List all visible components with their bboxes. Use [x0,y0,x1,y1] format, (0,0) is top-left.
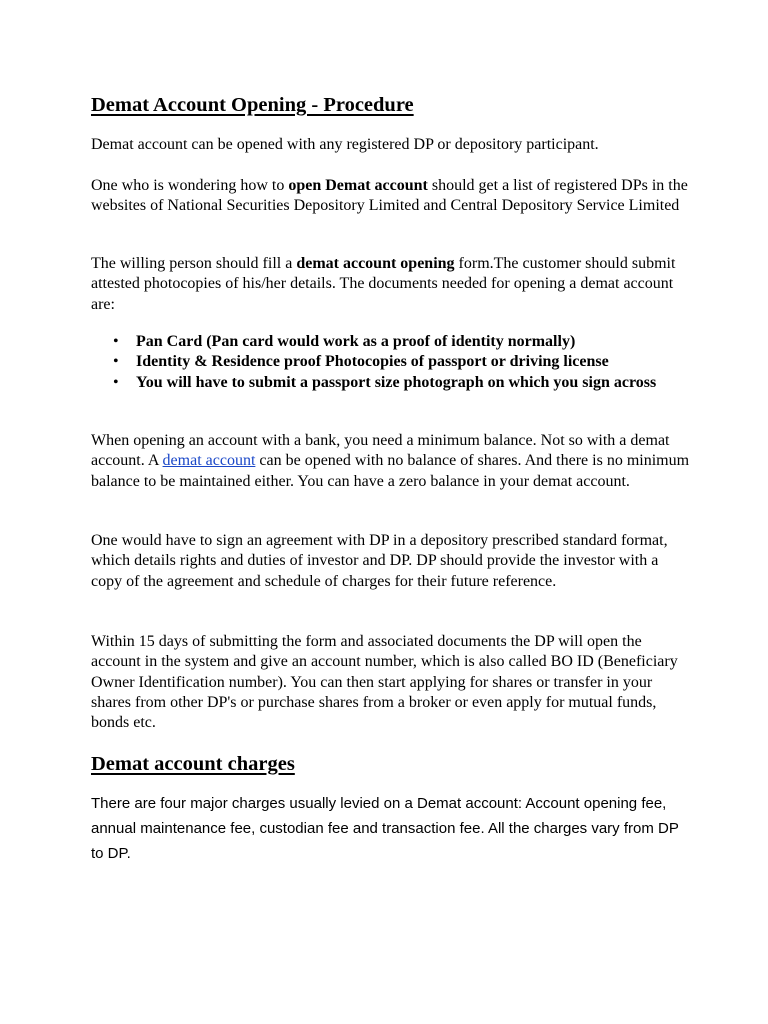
open-account-paragraph [91,176,691,217]
bullet-icon: • [113,353,119,371]
list-item-text: You will have to submit a passport size photograph on which you sign across [136,373,657,391]
open-account-text-after: should get a list of registered DPs in the websites of National Securities Depository Limited and Central Depository Service Limited [91,177,688,215]
form-text-after: form.The customer should submit attested photocopies of his/her details. The documents needed for opening a demat account are: [91,255,676,313]
list-item-text: Identity & Residence proof Photocopies of passport or driving license [136,353,609,371]
list-item-text: Pan Card (Pan card would work as a proof of identity normally) [136,333,576,350]
bullet-icon: • [113,373,119,391]
form-text-before: The willing person should fill a [91,255,297,272]
list-item [91,352,691,372]
form-bold: demat account opening [296,255,455,272]
minimum-balance-text-before: When opening an account with a bank, you need a minimum balance. Not so with a demat account. A [91,432,670,470]
open-account-bold: open Demat account [288,177,428,194]
form-paragraph [91,254,691,315]
intro-paragraph: Demat account can be opened with any registered DP or depository participant. [91,136,599,153]
list-item [91,332,691,352]
documents-list [91,332,691,393]
charges-paragraph: There are four major charges usually levied on a Demat account: Account opening fee, annual maintenance fee, custodian fee and transaction fee. All the charges vary from DP to DP. [91,795,679,862]
minimum-balance-text-after: can be opened with no balance of shares. And there is no minimum balance to be maintained either. You can have a zero balance in your demat account. [91,452,690,490]
minimum-balance-paragraph [91,431,691,492]
page-title: Demat Account Opening - Procedure [91,94,414,116]
agreement-paragraph: One would have to sign an agreement with DP in a depository prescribed standard format, which details rights and duties of investor and DP. DP should provide the investor with a copy of the agreement and schedule of charges for their future reference. [91,532,668,590]
bo-id-paragraph: Within 15 days of submitting the form and associated documents the DP will open the account in the system and give an account number, which is also called BO ID (Beneficiary Owner Identification number). You can then start applying for shares or transfer in your shares from other DP's or purchase shares from a broker or even apply for mutual funds, bonds etc. [91,633,678,732]
demat-account-link[interactable]: demat account [162,452,256,470]
bullet-icon: • [113,333,119,350]
charges-heading: Demat account charges [91,753,295,775]
list-item [91,373,691,393]
open-account-text-before: One who is wondering how to [91,177,289,194]
